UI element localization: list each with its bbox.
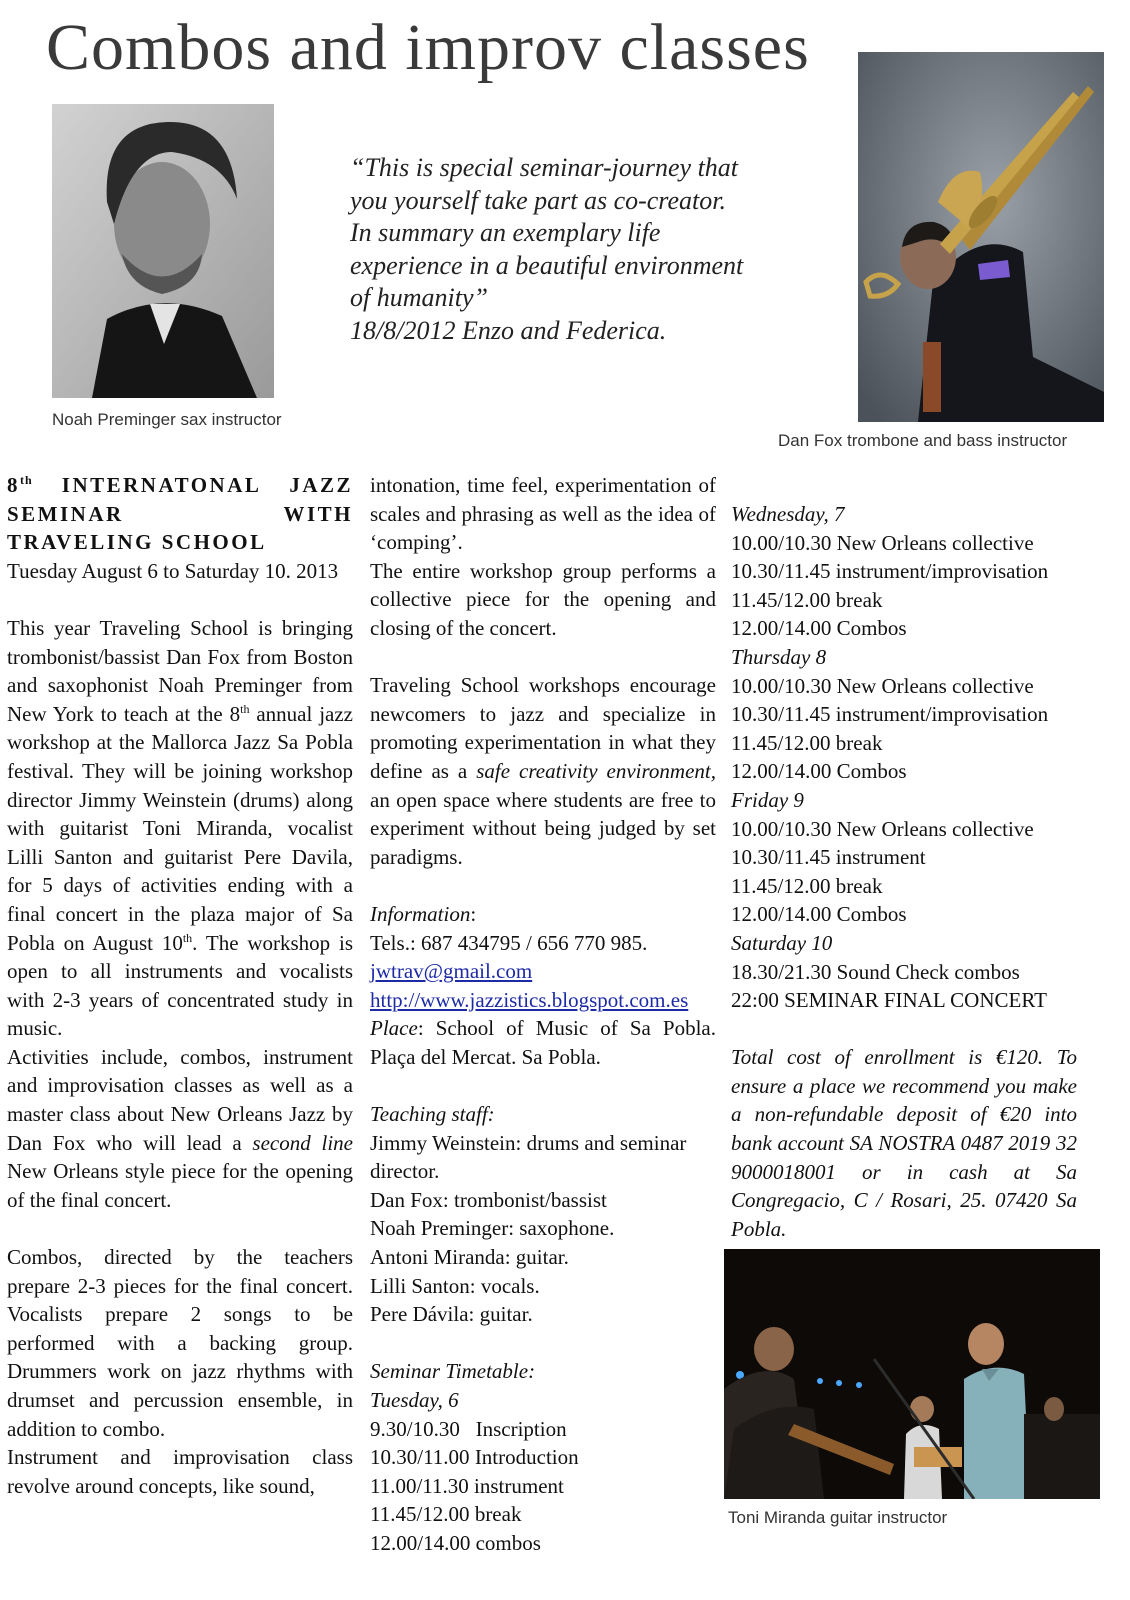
noah-caption: Noah Preminger sax instructor bbox=[52, 410, 282, 429]
page-title: Combos and improv classes bbox=[46, 11, 810, 84]
information-colon: : bbox=[470, 901, 477, 926]
instrument-paragraph: Instrument and improvisation class revolve around concepts, like sound, bbox=[7, 1445, 353, 1498]
workshops-text-b: an open space where students are free to experiment without being judged by set paradigms. bbox=[370, 787, 716, 869]
row-activity: combos bbox=[475, 1530, 541, 1555]
dan-fox-photo bbox=[858, 52, 1104, 422]
email-link[interactable]: jwtrav@gmail.com bbox=[370, 959, 533, 984]
workshops-text-a: Traveling School workshops encourage newcomers to jazz and specialize in promoting experimentation in what they define as a bbox=[370, 673, 716, 783]
heading-text: INTERNATONAL JAZZ SEMINAR WITH TRAVELING SCHOOL bbox=[7, 473, 353, 555]
quote-line: of humanity” bbox=[350, 283, 488, 312]
timetable-row: 12.00/14.00 Combos bbox=[731, 616, 907, 641]
activities-text-a: Activities include, combos, instrument and improvisation classes as well as a master class about New Orleans Jazz by Dan Fox who will lead a bbox=[7, 1044, 353, 1155]
staff-item: Antoni Miranda: guitar. bbox=[370, 1245, 569, 1270]
workshops-italic: safe creativity environment, bbox=[476, 758, 716, 783]
thursday-label: Thursday 8 bbox=[731, 644, 827, 669]
seminar-dates: Tuesday August 6 to Saturday 10. 2013 bbox=[7, 558, 339, 583]
staff-item: Jimmy Weinstein: drums and seminar director. bbox=[370, 1130, 687, 1184]
place bbox=[370, 1014, 716, 1071]
intro-sup-1: th bbox=[240, 701, 250, 716]
timetable-row: 11.45/12.00 break bbox=[731, 730, 883, 755]
information-label bbox=[370, 900, 716, 929]
place-label: Place bbox=[370, 1016, 418, 1041]
toni-caption: Toni Miranda guitar instructor bbox=[728, 1508, 948, 1527]
staff-item: Noah Preminger: saxophone. bbox=[370, 1216, 615, 1241]
row-activity: instrument bbox=[474, 1473, 564, 1498]
timetable-row bbox=[370, 1415, 716, 1444]
right-column bbox=[731, 500, 1077, 1243]
middle-paragraph-2: The entire workshop group performs a collective piece for the opening and closing of the concert. bbox=[370, 558, 716, 640]
teaching-staff-label: Teaching staff: bbox=[370, 1102, 495, 1127]
left-column bbox=[7, 471, 353, 1500]
timetable-row: 11.45/12.00 break bbox=[731, 587, 883, 612]
row-time: 11.00/11.30 bbox=[370, 1473, 469, 1498]
seminar-heading bbox=[7, 471, 353, 557]
row-activity: Introduction bbox=[474, 1445, 579, 1470]
row-activity: Inscription bbox=[475, 1416, 567, 1441]
timetable-row: 10.30/11.45 instrument/improvisation bbox=[731, 559, 1049, 584]
phone-numbers: Tels.: 687 434795 / 656 770 985. bbox=[370, 930, 648, 955]
quote-line: “This is special seminar-journey that bbox=[350, 153, 739, 182]
row-time: 9.30/10.30 bbox=[370, 1416, 460, 1441]
timetable-label: Seminar Timetable: bbox=[370, 1359, 536, 1384]
friday-label: Friday 9 bbox=[731, 787, 804, 812]
quote-line: In summary an exemplary life bbox=[350, 218, 661, 247]
timetable-row: 18.30/21.30 Sound Check combos bbox=[731, 959, 1020, 984]
middle-column bbox=[370, 471, 716, 1558]
intro-text-b: annual jazz workshop at the Mallorca Jazz Sa Pobla festival. They will be joining workshop director Jimmy Weinstein (drums) along with guitarist Toni Miranda, vocalist Lilli Santon and guitarist Pere Davila, for 5 days of activities ending with a final concert in the plaza major of Sa Pobla on August 10 bbox=[7, 701, 353, 955]
activities-text-b: New Orleans style piece for the opening of the final concert. bbox=[7, 1159, 353, 1212]
enrollment-cost: Total cost of enrollment is €120. To ensure a place we recommend you make a non-refundable deposit of €20 into bank account SA NOSTRA 0487 2019 32 9000018001 or in cash at Sa Congregacio, C / Rosari, 25. 07420 Sa Pobla. bbox=[731, 1045, 1077, 1241]
timetable-row: 10.00/10.30 New Orleans collective bbox=[731, 673, 1034, 698]
row-time: 12.00/14.00 bbox=[370, 1530, 471, 1555]
website-link[interactable]: http://www.jazzistics.blogspot.com.es bbox=[370, 987, 689, 1012]
toni-miranda-concert-photo bbox=[724, 1249, 1100, 1499]
heading-ordinal-suffix: th bbox=[20, 473, 33, 487]
intro-text-a: This year Traveling School is bringing trombonist/bassist Dan Fox from Boston and saxophonist Noah Preminger from New York to teach at the 8 bbox=[7, 615, 353, 726]
quote-line: 18/8/2012 Enzo and Federica. bbox=[350, 315, 667, 345]
row-time: 11.45/12.00 bbox=[370, 1502, 470, 1527]
intro-paragraph bbox=[7, 614, 353, 1043]
timetable-row: 11.45/12.00 break bbox=[731, 873, 883, 898]
timetable-row bbox=[370, 1443, 716, 1472]
middle-paragraph-1: intonation, time feel, experimentation of scales and phrasing as well as the idea of ‘comping’. bbox=[370, 473, 716, 555]
staff-item: Pere Dávila: guitar. bbox=[370, 1302, 533, 1327]
place-text: : School of Music of Sa Pobla. Plaça del Mercat. Sa Pobla. bbox=[370, 1016, 716, 1069]
noah-preminger-photo bbox=[52, 104, 274, 398]
saturday-label: Saturday 10 bbox=[731, 930, 833, 955]
timetable-row bbox=[370, 1500, 716, 1529]
intro-text-c: . The workshop is open to all instruments and vocalists with 2-3 years of concentrated study in music. bbox=[7, 930, 353, 1041]
combos-paragraph: Combos, directed by the teachers prepare 2-3 pieces for the final concert. Vocalists prepare 2 songs to be performed with a backing group. Drummers work on jazz rhythms with drumset and percussion ensemble, in addition to combo. bbox=[7, 1245, 353, 1441]
quote-line: you yourself take part as co-creator. bbox=[350, 185, 726, 215]
timetable-row bbox=[370, 1472, 716, 1501]
workshops-paragraph bbox=[370, 671, 716, 871]
intro-sup-2: th bbox=[182, 930, 193, 945]
activities-italic: second line bbox=[252, 1130, 353, 1155]
quote-line: experience in a beautiful environment bbox=[350, 250, 744, 280]
information-label-text: Information bbox=[370, 901, 471, 926]
timetable-row: 12.00/14.00 Combos bbox=[731, 902, 907, 927]
timetable-row: 22:00 SEMINAR FINAL CONCERT bbox=[731, 988, 1047, 1013]
staff-item: Dan Fox: trombonist/bassist bbox=[370, 1187, 607, 1212]
wednesday-label: Wednesday, 7 bbox=[731, 502, 845, 526]
timetable-row bbox=[370, 1529, 716, 1558]
timetable-row: 12.00/14.00 Combos bbox=[731, 759, 907, 784]
activities-paragraph bbox=[7, 1043, 353, 1215]
timetable-row: 10.30/11.45 instrument bbox=[731, 845, 926, 870]
heading-ordinal: 8 bbox=[7, 473, 20, 497]
row-activity: break bbox=[474, 1502, 522, 1527]
timetable-row: 10.00/10.30 New Orleans collective bbox=[731, 816, 1034, 841]
row-time: 10.30/11.00 bbox=[370, 1445, 470, 1470]
testimonial-quote bbox=[350, 152, 790, 347]
timetable-row: 10.00/10.30 New Orleans collective bbox=[731, 530, 1034, 555]
tuesday-label: Tuesday, 6 bbox=[370, 1388, 459, 1412]
dan-caption: Dan Fox trombone and bass instructor bbox=[778, 431, 1068, 450]
timetable-row: 10.30/11.45 instrument/improvisation bbox=[731, 702, 1049, 727]
staff-item: Lilli Santon: vocals. bbox=[370, 1273, 540, 1298]
